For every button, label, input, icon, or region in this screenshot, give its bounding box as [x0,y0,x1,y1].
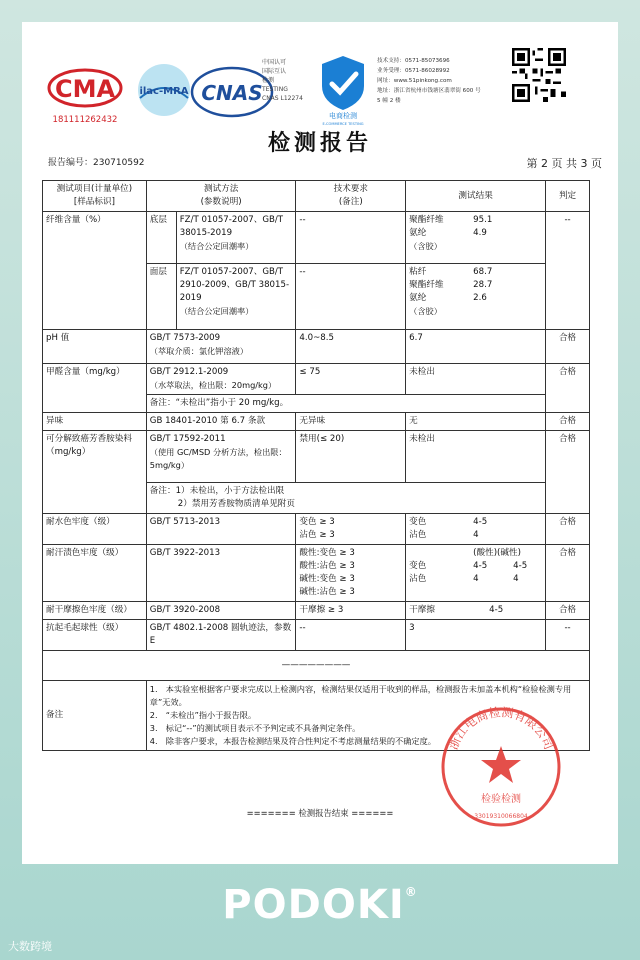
accreditation-text: 中国认可 国际互认 检测 TESTING CNAS L12274 [262,59,303,102]
report-number: 报告编号：230710592 [48,158,145,168]
cma-logo [46,58,124,128]
table-row-fiber-top: 面层 FZ/T 01057-2007、GB/T 2910-2009、GB/T 38015-2019 （结合公定回潮率） -- 粘纤 68.7 聚酯纤维 28.7 氨纶 2.6 （含胶） [43,264,590,330]
table-row-rub: 耐干摩擦色牢度（级） GB/T 3920-2008 干摩擦 ≥ 3 干摩擦 4-5 合格 [43,602,590,620]
svg-text:检验检测: 检验检测 [481,794,521,805]
table-row-amine-note: 备注：1）未检出，小于方法检出限 2）禁用芳香胺物质清单见附页 [43,483,590,514]
svg-text:浙江电商检测有限公司: 浙江电商检测有限公司 [446,705,556,752]
report-end-marker: ======= 检测报告结束 ====== [246,808,394,818]
test-results-table [42,180,590,751]
table-row-fiber-bottom: 纤维含量（%） 底层 FZ/T 01057-2007、GB/T 38015-2019 （结合公定回潮率） -- 聚酯纤维 95.1 氨纶 4.9 （含胶） -- [43,212,590,264]
page-number: 第 2 页 共 3 页 [526,157,602,170]
table-row-ph: pH 值 GB/T 7573-2009 （萃取介质：氯化钾溶液） 4.0~8.5 6.7 合格 [43,330,590,364]
table-row-formaldehyde: 甲醛含量（mg/kg） GB/T 2912.1-2009 （水萃取法，检出限：20mg/kg） ≤ 75 未检出 合格 [43,364,590,395]
svg-text:33019310066804: 33019310066804 [474,813,528,820]
table-row-pilling: 抗起毛起球性（级） GB/T 4802.1-2008 圆轨迹法，参数 E -- 3 -- [43,620,590,651]
svg-text:CNAS: CNAS [201,81,263,105]
report-paper [22,22,618,864]
table-row-amine: 可分解致癌芳香胺染料（mg/kg） GB/T 17592-2011 （使用 GC/MSD 分析方法，检出限：5mg/kg） 禁用(≤ 20) 未检出 合格 [43,431,590,483]
table-row-formaldehyde-note: 备注：“未检出”指小于 20 mg/kg。 [43,395,590,413]
report-title: 检测报告 [267,130,372,156]
qr-code [512,48,566,102]
svg-text:E-COMMERCE TESTING: E-COMMERCE TESTING [322,122,364,126]
table-row-sweat: 耐汗渍色牢度（级） GB/T 3922-2013 酸性:变色 ≥ 3 酸性:沾色 ≥ 3 碱性:变色 ≥ 3 碱性:沾色 ≥ 3 (酸性)(碱性) 变色 4-5 4-5 沾色 4 4 合格 [43,545,590,602]
svg-text:CMA: CMA [54,75,116,103]
brand-logo: PODOKI® [222,882,418,928]
svg-text:ilac-MRA: ilac-MRA [139,86,189,97]
table-row-water: 耐水色牢度（级） GB/T 5713-2013 变色 ≥ 3 沾色 ≥ 3 变色 4-5 沾色 4 合格 [43,514,590,545]
contact-info: 技术支持：0571-85073696 业务受理：0571-86028992 网址：www.51pinkong.com 地址：浙江省杭州市钱塘区翡翠街 600 号 5 幢 2 楼 [377,58,481,104]
ecommerce-testing-logo [312,52,374,126]
cma-code: 181111262432 [52,115,118,125]
table-header-row: 测试项目(计量单位) [样品标识] 测试方法 (参数说明) 技术要求 (备注) 测试结果 判定 [43,181,590,212]
table-row-odor: 异味 GB 18401-2010 第 6.7 条款 无异味 无 合格 [43,413,590,431]
svg-text:电商检测: 电商检测 [329,112,357,120]
table-row-divider: ———————— [43,651,590,681]
table-row-remarks: 备注 1. 本实验室根据客户要求完成以上检测内容，检测结果仅适用于收到的样品，检测报告未加盖本机构“检验检测专用章”无效。 2. “未检出”指小于报告限。 3. 标记“--”的测试项目表示不予判定或不具备判定条件。 4. 除非客户要求，本报告检测结果及符合性判定不考虑测量结果的不确定度。 [43,681,590,751]
watermark: 大数跨境 [8,940,52,953]
